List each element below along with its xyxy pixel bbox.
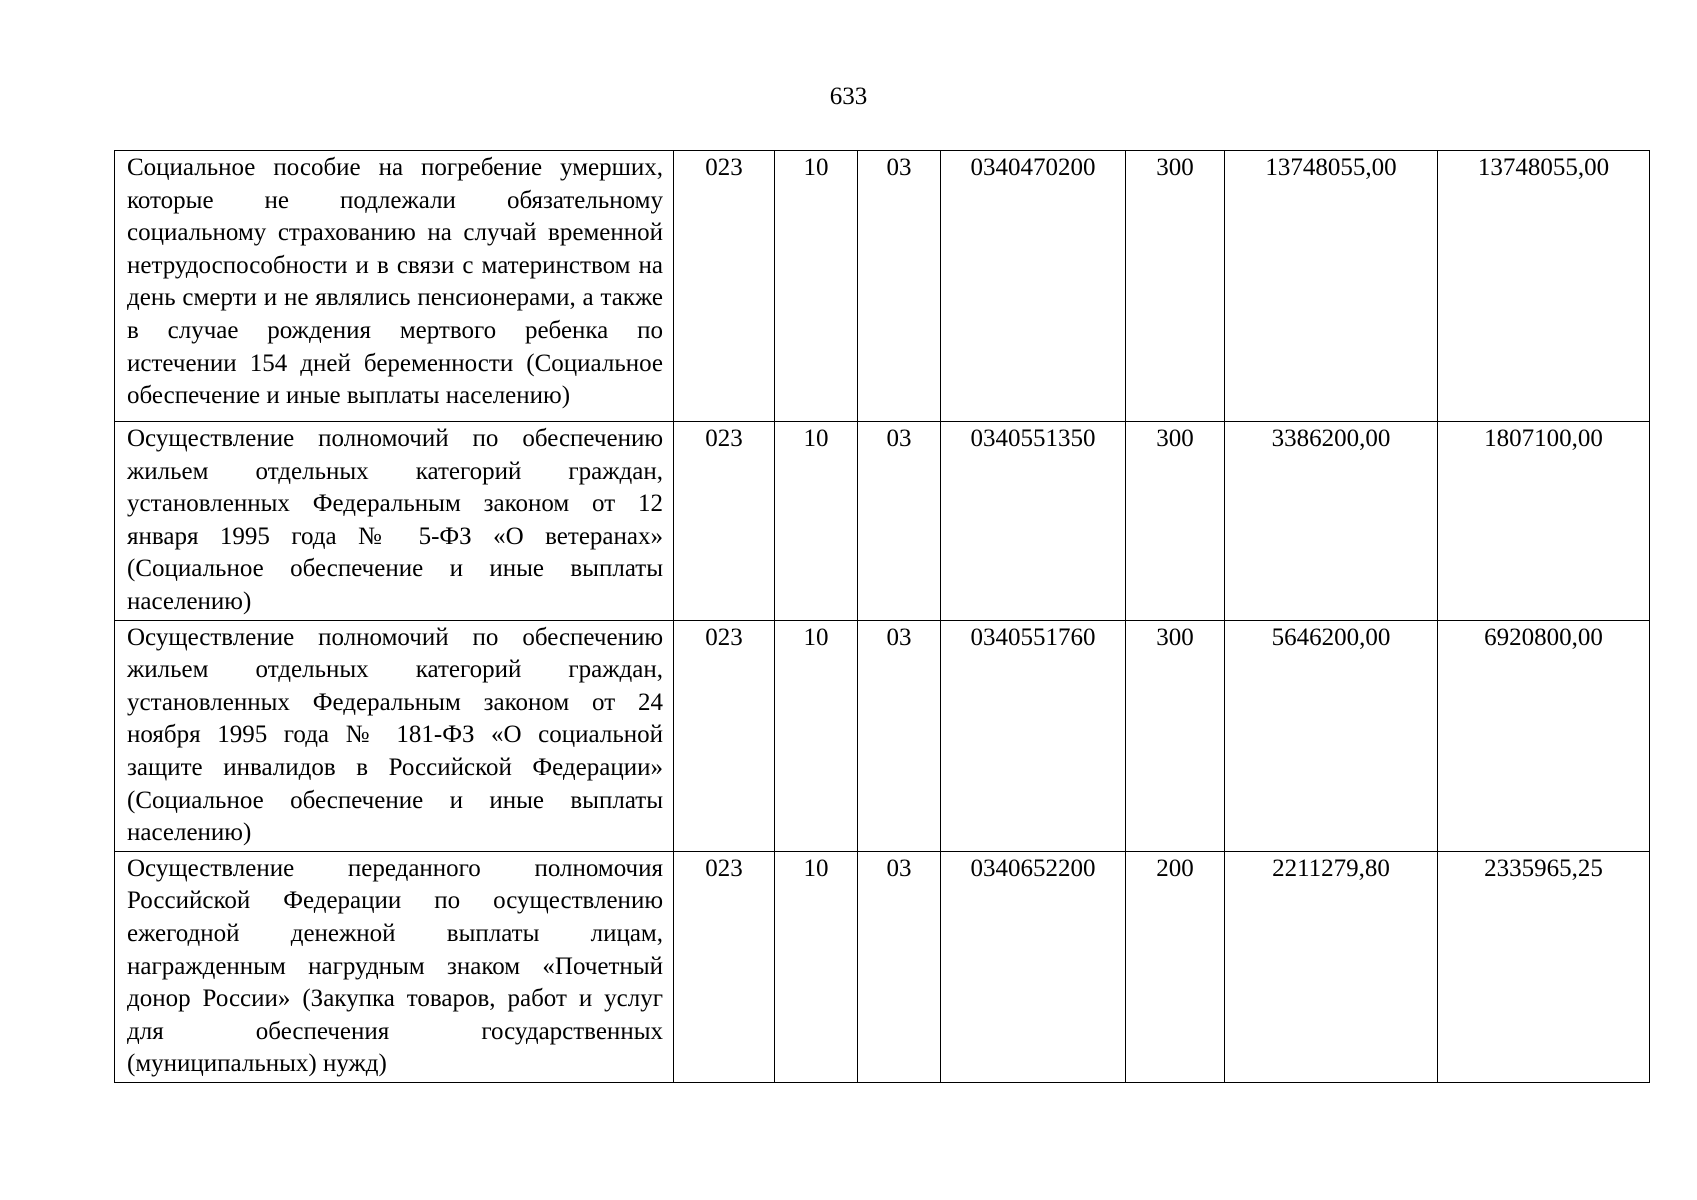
section-code: 10 [775, 851, 858, 1082]
subsection-code: 03 [858, 422, 941, 621]
row-description: Осуществление полномочий по обеспечению жильем отдельных категорий граждан, установленных Федеральным законом от 12 января 1995 года № 5-ФЗ «О ветеранах» (Социальное обеспечение и иные выплаты населению) [115, 422, 674, 621]
target-article-code: 0340470200 [941, 151, 1126, 422]
section-code: 10 [775, 422, 858, 621]
budget-table [114, 150, 1650, 1083]
amount-year-1: 3386200,00 [1225, 422, 1438, 621]
table-row [115, 620, 1650, 851]
target-article-code: 0340652200 [941, 851, 1126, 1082]
row-description: Осуществление полномочий по обеспечению жильем отдельных категорий граждан, установленных Федеральным законом от 24 ноября 1995 года № 181-ФЗ «О социальной защите инвалидов в Российской Федерации» (Социальное обеспечение и иные выплаты населению) [115, 620, 674, 851]
subsection-code: 03 [858, 851, 941, 1082]
table-row [115, 851, 1650, 1082]
grbs-code: 023 [674, 151, 775, 422]
section-code: 10 [775, 151, 858, 422]
page-number: 633 [829, 83, 868, 110]
target-article-code: 0340551760 [941, 620, 1126, 851]
amount-year-1: 13748055,00 [1225, 151, 1438, 422]
table-row [115, 151, 1650, 422]
expense-type-code: 300 [1126, 151, 1225, 422]
amount-year-2: 13748055,00 [1438, 151, 1650, 422]
table-row [115, 422, 1650, 621]
row-description: Социальное пособие на погребение умерших, которые не подлежали обязательному социальному страхованию на случай временной нетрудоспособности и в связи с материнством на день смерти и не являлись пенсионерами, а также в случае рождения мертвого ребенка по истечении 154 дней беременности (Социальное обеспечение и иные выплаты населению) [115, 151, 674, 422]
subsection-code: 03 [858, 151, 941, 422]
section-code: 10 [775, 620, 858, 851]
expense-type-code: 300 [1126, 620, 1225, 851]
amount-year-2: 1807100,00 [1438, 422, 1650, 621]
grbs-code: 023 [674, 851, 775, 1082]
expense-type-code: 200 [1126, 851, 1225, 1082]
amount-year-1: 2211279,80 [1225, 851, 1438, 1082]
amount-year-2: 2335965,25 [1438, 851, 1650, 1082]
row-description: Осуществление переданного полномочия Российской Федерации по осуществлению ежегодной денежной выплаты лицам, награжденным нагрудным знаком «Почетный донор России» (Закупка товаров, работ и услуг для обеспечения государственных (муниципальных) нужд) [115, 851, 674, 1082]
subsection-code: 03 [858, 620, 941, 851]
grbs-code: 023 [674, 422, 775, 621]
amount-year-2: 6920800,00 [1438, 620, 1650, 851]
grbs-code: 023 [674, 620, 775, 851]
amount-year-1: 5646200,00 [1225, 620, 1438, 851]
expense-type-code: 300 [1126, 422, 1225, 621]
target-article-code: 0340551350 [941, 422, 1126, 621]
